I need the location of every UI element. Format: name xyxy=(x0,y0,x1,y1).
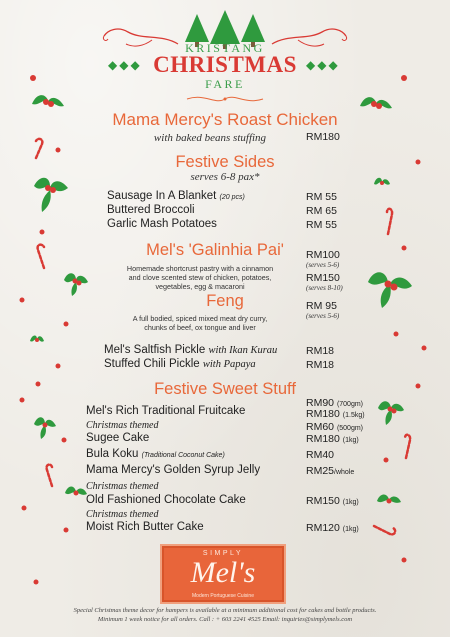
roast-chicken-subtitle: with baked beans stuffing xyxy=(153,132,267,144)
sweet-stuff-heading: Festive Sweet Stuff xyxy=(154,380,296,398)
feng-description: A full bodied, spiced mixed meat dry curry, chunks of beef, ox tongue and liver xyxy=(132,314,268,332)
holly-icon xyxy=(62,482,90,508)
price-broccoli: RM 65 xyxy=(306,205,337,217)
candy-cane-icon xyxy=(402,432,416,460)
menu-item-chili-pickle: Stuffed Chili Pickle with Papaya xyxy=(104,358,256,370)
holly-icon xyxy=(356,88,396,120)
roast-chicken-price: RM180 xyxy=(306,131,340,143)
footer-decor-note: Special Christmas theme decor for hampers is available at a minimum additional cost for cakes and bottle products. xyxy=(73,607,377,614)
diamond-ornament-right-icon: ◆◆◆ xyxy=(306,58,340,72)
menu-item-chocolate-cake: Old Fashioned Chocolate Cake xyxy=(86,494,246,506)
footer-contact-line: Minimum 1 week notice for all orders. Call : + 603 2241 4525 Email: inquiries@simplymels.com xyxy=(97,616,353,623)
candy-cane-icon xyxy=(384,206,398,236)
roast-chicken-heading: Mama Mercy's Roast Chicken xyxy=(112,110,338,129)
menu-item-mash: Garlic Mash Potatoes xyxy=(107,218,217,230)
price-saltfish-pickle: RM18 xyxy=(306,345,335,357)
menu-item-sugee: Sugee Cake xyxy=(86,432,150,444)
christmas-themed-label-3: Christmas themed xyxy=(86,509,159,520)
price-golden-syrup-jelly: RM25/whole xyxy=(306,465,355,477)
holly-icon xyxy=(28,86,68,118)
title-kristang: KRISTANG xyxy=(185,41,265,55)
title-fare: FARE xyxy=(205,77,245,91)
galinhia-serves-small: (serves 5-6) xyxy=(306,261,340,269)
holly-icon xyxy=(60,268,92,300)
price-chili-pickle: RM18 xyxy=(306,359,335,371)
menu-item-bula-koku: Bula Koku (Traditional Coconut Cake) xyxy=(86,448,225,460)
flourish-divider-icon xyxy=(185,93,265,105)
price-butter-cake: RM120 (1kg) xyxy=(306,522,359,534)
title-christmas: CHRISTMAS xyxy=(153,52,297,77)
menu-item-golden-syrup-jelly: Mama Mercy's Golden Syrup Jelly xyxy=(86,464,261,476)
galinhia-pai-heading: Mel's 'Galinhia Pai' xyxy=(146,241,284,259)
price-fruitcake-small: RM90 (700gm) xyxy=(306,397,364,409)
holly-icon xyxy=(374,396,408,428)
feng-heading: Feng xyxy=(206,292,244,310)
holly-icon xyxy=(364,266,416,312)
price-fruitcake-large: RM180 (1.5kg) xyxy=(306,408,365,420)
holly-icon xyxy=(374,490,404,516)
holly-icon xyxy=(28,332,46,348)
menu-item-butter-cake: Moist Rich Butter Cake xyxy=(86,521,204,533)
price-chocolate-cake: RM150 (1kg) xyxy=(306,495,359,507)
candy-cane-icon xyxy=(30,242,48,270)
price-sugee-small: RM60 (500gm) xyxy=(306,421,364,433)
menu-item-sausage: Sausage In A Blanket (20 pcs) xyxy=(107,190,245,202)
diamond-ornament-left-icon: ◆◆◆ xyxy=(108,58,142,72)
price-sausage: RM 55 xyxy=(306,191,337,203)
price-mash: RM 55 xyxy=(306,219,337,231)
christmas-themed-label-2: Christmas themed xyxy=(86,481,159,492)
menu-item-broccoli: Buttered Broccoli xyxy=(107,204,195,216)
price-sugee-large: RM180 (1kg) xyxy=(306,433,359,445)
simply-mels-logo: SIMPLY Mel's Modern Portuguese Cuisine xyxy=(160,544,286,604)
festive-sides-heading: Festive Sides xyxy=(175,153,275,171)
holly-icon xyxy=(30,412,60,442)
price-bula-koku: RM40 xyxy=(306,449,335,461)
christmas-themed-label-1: Christmas themed xyxy=(86,420,159,431)
candy-cane-icon xyxy=(32,136,48,160)
menu-item-saltfish-pickle: Mel's Saltfish Pickle with Ikan Kurau xyxy=(104,344,278,356)
feng-price: RM 95 xyxy=(306,300,337,312)
holly-icon xyxy=(372,174,392,192)
candy-cane-icon xyxy=(372,522,398,538)
menu-item-fruitcake: Mel's Rich Traditional Fruitcake xyxy=(86,405,246,417)
candy-cane-icon xyxy=(40,462,56,488)
holly-icon xyxy=(28,172,72,218)
galinhia-pai-description: Homemade shortcrust pastry with a cinnamon and clove scented stew of chicken, potatoes, vegetables, egg & macaroni xyxy=(126,264,274,291)
festive-sides-subtitle: serves 6-8 pax* xyxy=(190,171,260,183)
galinhia-serves-large: (serves 8-10) xyxy=(306,284,343,292)
feng-serves: (serves 5-6) xyxy=(306,312,340,320)
galinhia-price-small: RM100 xyxy=(306,249,340,261)
galinhia-price-large: RM150 xyxy=(306,272,340,284)
